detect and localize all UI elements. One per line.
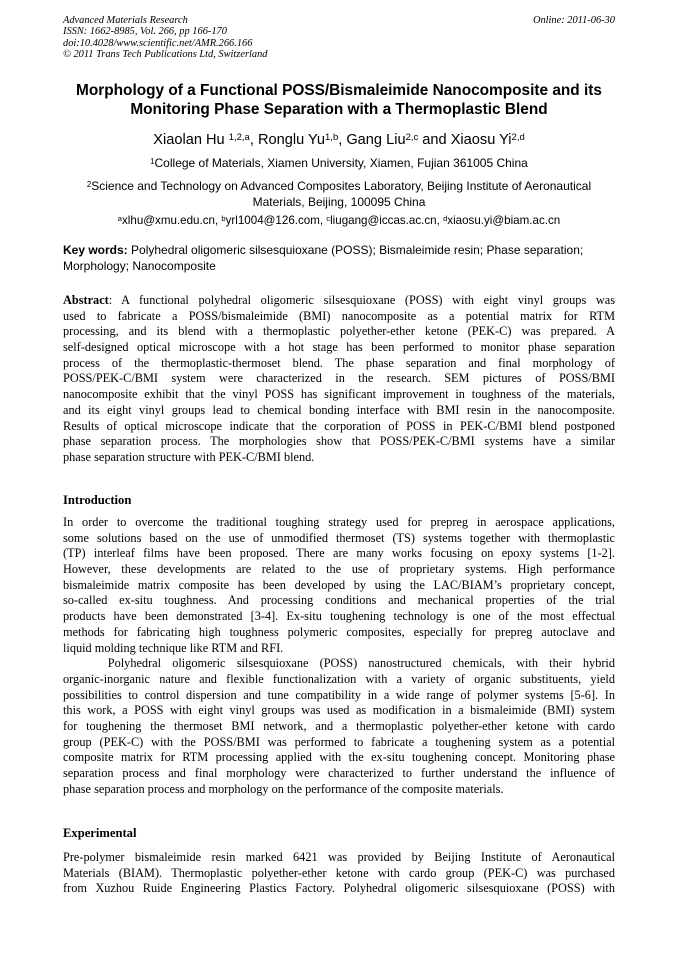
- email-mark: c: [326, 213, 331, 223]
- introduction-line: this work, a POSS with eight vinyl groups was used as modification in a bismaleimide (BMI) system: [63, 703, 615, 718]
- title-line: Monitoring Phase Separation with a Thermoplastic Blend: [130, 101, 548, 118]
- experimental-body: [63, 850, 615, 897]
- affiliation-text: Science and Technology on Advanced Composites Laboratory, Beijing Institute of Aeronautical: [91, 179, 592, 193]
- author-affiliation-mark: 1,2,a: [228, 131, 250, 143]
- email-mark: b: [221, 213, 226, 223]
- introduction-line: organic-inorganic nature and flexible functionalization with a variety of organic substituents, yield: [63, 671, 615, 686]
- email-address: xiaosu.yi@biam.ac.cn: [447, 214, 561, 227]
- copyright-line: © 2011 Trans Tech Publications Ltd, Switzerland: [63, 48, 268, 60]
- abstract-line: processing, and its blend with a thermoplastic polyether-ether ketone (PEK-C) was prepared. A: [63, 324, 615, 339]
- journal-name: Advanced Materials Research: [63, 15, 188, 26]
- abstract-line: self-designed optical microscope with a hot stage has been performed to monitor phase separation: [63, 340, 615, 355]
- introduction-line: for toughening the thermoset BMI network, and a thermoplastic polyether-ether ketone with cardo: [63, 718, 615, 733]
- introduction-line: Polyhedral oligomeric silsesquioxane (POSS) nanostructured chemicals, with their hybrid: [63, 656, 615, 671]
- email-address: xlhu@xmu.edu.cn,: [122, 214, 222, 227]
- experimental-line: Pre-polymer bismaleimide resin marked 6421 was provided by Beijing Institute of Aeronautical: [63, 850, 615, 864]
- abstract-label: Abstract: [63, 293, 109, 307]
- author-name: Xiaosu Yi: [450, 132, 512, 148]
- abstract-line: nanocomposite exhibit that the vinyl POSS has significant improvement in toughness of the materials,: [63, 387, 615, 402]
- author-separator: and: [418, 132, 451, 148]
- online-date: Online: 2011-06-30: [532, 15, 615, 26]
- abstract-line: used to fabricate a POSS/bismaleimide (BMI) nanocomposite as a potential matrix for RTM: [63, 308, 615, 323]
- affiliation-text: College of Materials, Xiamen University, Xiamen, Fujian 361005 China: [154, 156, 528, 170]
- affiliation-mark: 1: [150, 156, 155, 166]
- introduction-line: group (PEK-C) with the POSS/BMI was performed to fabricate a toughening system as a potential: [63, 734, 615, 749]
- author-name: Xiaolan Hu: [153, 132, 229, 148]
- introduction-line: However, these developments are related to the use of proprietary systems. High performance: [63, 562, 615, 577]
- author-affiliation-mark: 2,c: [405, 131, 419, 143]
- introduction-line: bismaleimide matrix composite has been developed by using the LAC/BIAM’s proprietary concept,: [63, 577, 615, 592]
- section-heading-experimental: Experimental: [63, 826, 137, 840]
- email-address: yrl1004@126.com,: [225, 214, 327, 227]
- issn-line: ISSN: 1662-8985, Vol. 266, pp 166-170: [63, 26, 227, 38]
- affiliation-text: Materials, Beijing, 100095 China: [252, 194, 426, 209]
- author-name: Ronglu Yu: [257, 132, 326, 148]
- journal-header: [63, 15, 615, 60]
- keywords: [63, 243, 615, 274]
- paper-title: [40, 81, 638, 119]
- keywords-text: Polyhedral oligomeric silsesquioxane (POSS); Bismaleimide resin; Phase separation;: [127, 243, 584, 257]
- email-list: [40, 213, 638, 228]
- abstract: [63, 293, 615, 466]
- author-separator: ,: [338, 132, 347, 148]
- author-affiliation-mark: 1,b: [325, 131, 339, 143]
- affiliation-mark: 2: [86, 179, 92, 189]
- abstract-line: and its eight vinyl groups lead to chemical bonding interface with BMI resin in the nanocomposite.: [63, 402, 615, 417]
- abstract-line: Results of optical microscope indicate that the corporation of POSS in PEK-C/BMI blend postponed: [63, 418, 615, 433]
- introduction-line: methods for fabricating high toughness polymeric composites, especially for prepreg autoclave and: [63, 624, 615, 639]
- author-separator: ,: [249, 132, 258, 148]
- introduction-line: composite matrix for RTM processing applied with the ex-situ toughening concept. Monitoring phase: [63, 750, 615, 765]
- affiliation-1: [40, 156, 638, 172]
- email-mark: a: [117, 213, 122, 223]
- email-address: liugang@iccas.ac.cn,: [330, 214, 444, 227]
- author-list: [40, 131, 638, 149]
- email-mark: d: [443, 213, 448, 223]
- abstract-line: POSS/PEK-C/BMI system were characterized in the research. SEM pictures of POSS/BMI: [63, 371, 615, 386]
- affiliation-2: [40, 179, 638, 210]
- experimental-line: from Xuzhou Ruide Engineering Plastics Factory. Polyhedral oligomeric silsesquioxane (POSS) with: [63, 881, 615, 896]
- introduction-line: some solutions based on the use of unmodified thermoset (TS) systems together with thermoplastic: [63, 530, 615, 545]
- introduction-line: (TP) interleaf films have been proposed. There are many works focusing on epoxy systems [1-2].: [63, 546, 615, 561]
- experimental-line: Materials (BIAM). Thermoplastic polyether-ether ketone with cardo group (PEK-C) was purchased: [63, 865, 615, 880]
- introduction-line: so-called ex-situ toughness. And processing conditions and mechanical properties of the trial: [63, 593, 615, 608]
- title-line: Morphology of a Functional POSS/Bismaleimide Nanocomposite and its: [76, 82, 602, 99]
- introduction-line: In order to overcome the traditional toughing strategy used for prepreg in aerospace applications,: [63, 515, 615, 529]
- abstract-line: : A functional polyhedral oligomeric silsesquioxane (POSS) with eight vinyl groups was: [108, 293, 615, 307]
- abstract-line: process of the thermoplastic-thermoset blend. The phase separation and final morphology of: [63, 355, 615, 370]
- introduction-line: phase separation process and morphology on the performance of the composite materials.: [63, 781, 504, 796]
- section-heading-introduction: Introduction: [63, 493, 132, 507]
- abstract-line: phase separation structure with PEK-C/BMI blend.: [63, 449, 315, 464]
- introduction-line: separation process and final morphology were characterized to further understand the influence of: [63, 766, 615, 780]
- doi-line: doi:10.4028/www.scientific.net/AMR.266.166: [63, 37, 253, 49]
- introduction-body: [63, 515, 615, 797]
- abstract-line: phase separation process. The morphologies show that POSS/PEK-C/BMI systems have a similar: [63, 434, 615, 449]
- author-affiliation-mark: 2,d: [511, 131, 525, 143]
- introduction-line: products have been demonstrated [3-4]. Ex-situ toughening technology is one of the most effectual: [63, 609, 615, 624]
- author-name: Gang Liu: [346, 132, 406, 148]
- introduction-line: liquid molding technique like RTM and RFI.: [63, 640, 284, 655]
- introduction-line: possibilities to control dispersion and tune compatibility in a wide range of polymer systems [5-6]. In: [63, 687, 615, 702]
- keywords-text: Morphology; Nanocomposite: [63, 258, 216, 273]
- keywords-label: Key words:: [63, 243, 128, 257]
